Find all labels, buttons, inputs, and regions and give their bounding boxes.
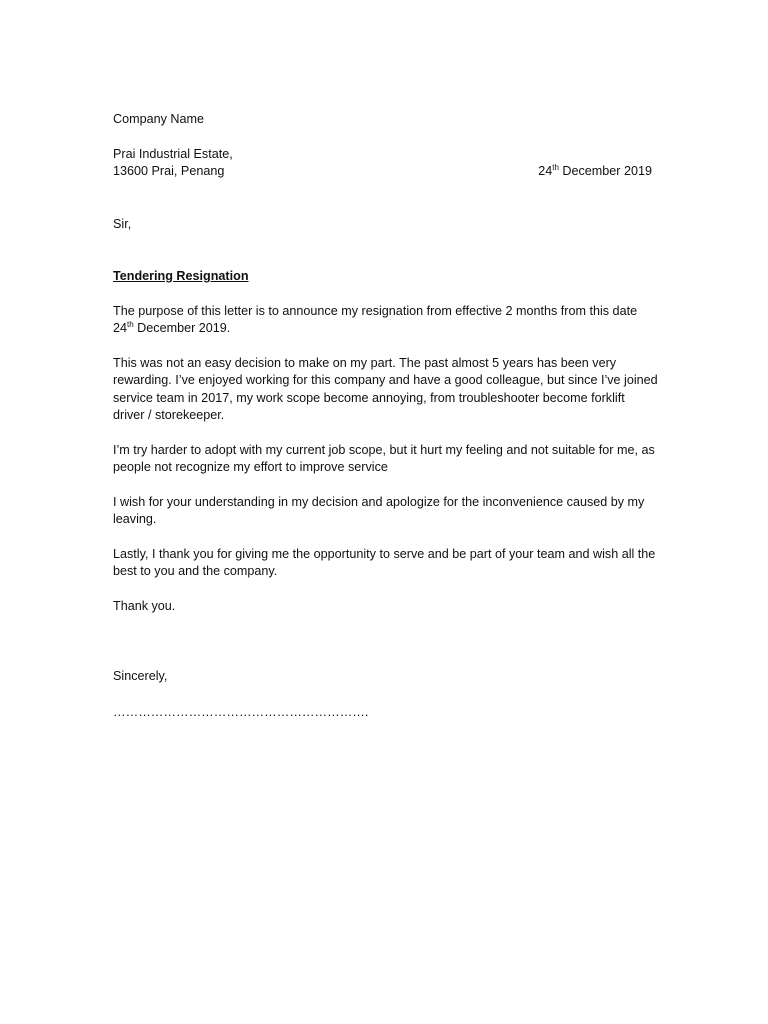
thanks-line: Thank you. xyxy=(113,598,176,613)
paragraph-1-date-suffix: th xyxy=(127,319,134,329)
letter-page xyxy=(113,111,658,721)
letter-date-day: 24 xyxy=(538,164,553,178)
paragraph-1-text: The purpose of this letter is to announce my resignation from effective 2 months from this date xyxy=(113,303,638,318)
paragraph-1-date-rest: December 2019. xyxy=(133,321,231,335)
address-line-2: 13600 Prai, Penang xyxy=(113,164,225,178)
subject-heading: Tendering Resignation xyxy=(113,269,249,283)
salutation: Sir, xyxy=(113,216,132,231)
paragraph-2: This was not an easy decision to make on my part. The past almost 5 years has been very rewarding. I’ve enjoyed working for this company and have a good colleague, but since I’ve joined service team in 2017, my work scope become annoying, from troubleshooter become forklift driver / storekeeper. xyxy=(113,355,658,422)
signature-line: ……………………………………………………. xyxy=(113,704,369,719)
paragraph-3: I’m try harder to adopt with my current job scope, but it hurt my feeling and not suitable for me, as people not recognize my effort to improve service xyxy=(113,442,655,474)
letter-date-suffix: th xyxy=(552,162,559,172)
address-date-row xyxy=(113,163,652,181)
closing: Sincerely, xyxy=(113,669,168,683)
paragraph-4: I wish for your understanding in my decision and apologize for the inconvenience caused by my leaving. xyxy=(113,494,645,526)
paragraph-5: Lastly, I thank you for giving me the opportunity to serve and be part of your team and wish all the best to you and the company. xyxy=(113,546,656,578)
company-name: Company Name xyxy=(113,112,204,126)
address-line-1: Prai Industrial Estate, xyxy=(113,146,233,161)
letter-date-rest: December 2019 xyxy=(558,164,652,178)
letter-date xyxy=(538,163,652,181)
paragraph-1 xyxy=(113,303,658,338)
paragraph-1-date-day: 24 xyxy=(113,321,128,335)
